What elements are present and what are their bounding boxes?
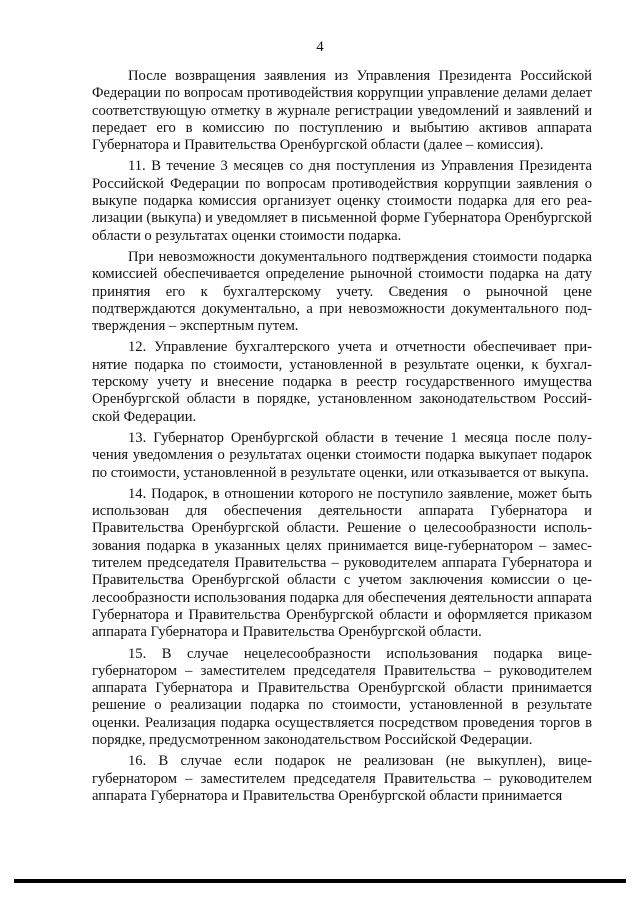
paragraph-6: 14. Подарок, в отношении которого не поступило заявление, может быть использован для обеспечения деятельности аппарата Губернатора и Правительства Оренбургской области. Решение о целесообразности использования подарка в указанных целях принимается вице-губернатором – заместителем председателя Правительства – руководителем аппарата Губернатора и Правительства Оренбургской области с учетом заключения комиссии о целесообразности использования подарка для обеспечения деятельности аппарата Губернатора и Правительства Оренбургской области и оформляется приказом аппарата Губернатора и Правительства Оренбургской области. — [92, 485, 592, 641]
paragraph-7: 15. В случае нецелесообразности использования подарка вице-губернатором – заместителем председателя Правительства – руководителем аппарата Губернатора и Правительства Оренбургской области принимается решение о реализации подарка по стоимости, установленной в результате оценки. Реализация подарка осуществляется посредством проведения торгов в порядке, предусмотренном законодательством Российской Федерации. — [92, 645, 592, 748]
paragraph-4: 12. Управление бухгалтерского учета и отчетности обеспечивает принятие подарка по стоимости, установленной в результате оценки, к бухгалтерскому учету и внесение подарка в реестр государственного имущества Оренбургской области в порядке, установленном законодательством Российской Федерации. — [92, 339, 592, 425]
paragraph-5: 13. Губернатор Оренбургской области в течение 1 месяца после получения уведомления о результатах оценки стоимости подарка выкупает подарок по стоимости, установленной в результате оценки, или отказывается от выкупа. — [92, 429, 592, 481]
paragraph-8: 16. В случае если подарок не реализован (не выкуплен), вице-губернатором – заместителем председателя Правительства – руководителем аппарата Губернатора и Правительства Оренбургской области принимается — [92, 753, 592, 804]
page-number: 4 — [316, 39, 324, 55]
document-body — [92, 68, 592, 809]
paragraph-2: 11. В течение 3 месяцев со дня поступления из Управления Президента Российской Федерации по вопросам противодействия коррупции заявления о выкупе подарка комиссия организует оценку стоимости подарка для его реализации (выкупа) и уведомляет в письменной форме Губернатора Оренбургской области о результатах оценки стоимости подарка. — [92, 158, 592, 244]
paragraph-1: После возвращения заявления из Управления Президента Российской Федерации по вопросам противодействия коррупции управление делами делает соответствующую отметку в журнале регистрации уведомлений и заявлений и передает его в комиссию по поступлению и выбытию активов аппарата Губернатора и Правительства Оренбургской области (далее – комиссия). — [92, 68, 592, 154]
bottom-scan-border — [14, 879, 626, 883]
paragraph-3: При невозможности документального подтверждения стоимости подарка комиссией обеспечивается определение рыночной стоимости подарка на дату принятия его к бухгалтерскому учету. Сведения о рыночной цене подтверждаются документально, а при невозможности документального подтверждения – экспертным путем. — [92, 248, 592, 335]
